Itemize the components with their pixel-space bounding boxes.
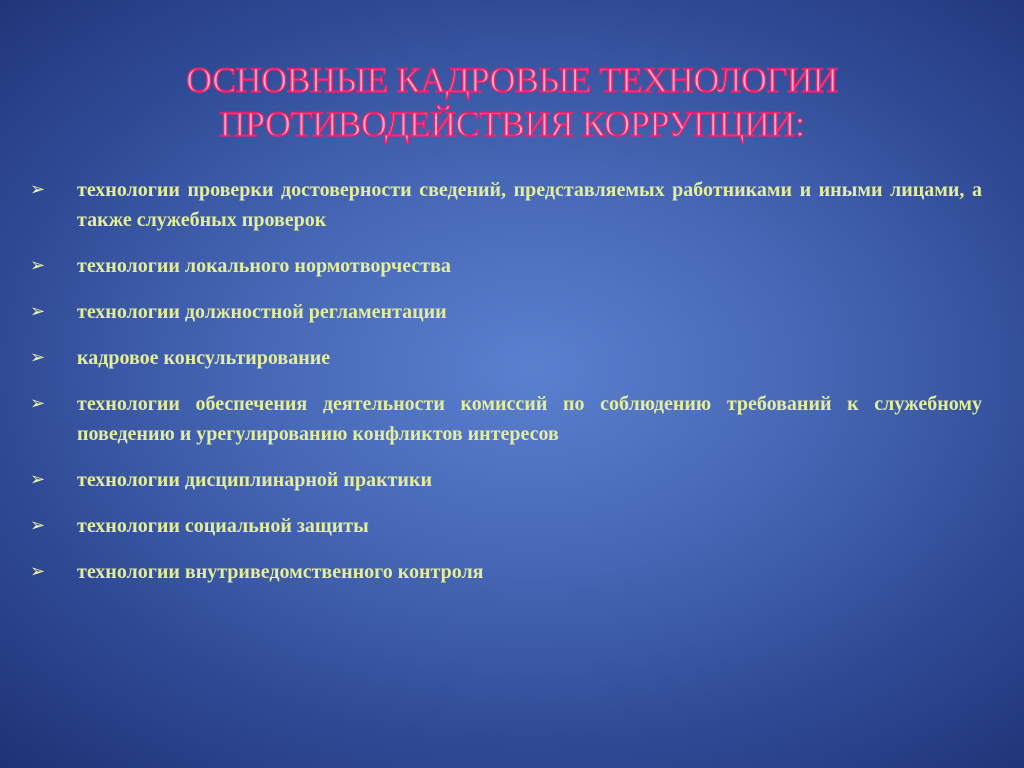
arrow-bullet-icon: ➢ — [30, 179, 46, 200]
bullet-item — [30, 511, 982, 541]
arrow-bullet-icon: ➢ — [30, 469, 46, 490]
arrow-bullet-icon: ➢ — [30, 301, 46, 322]
bullet-text: технологии дисциплинарной практики — [77, 469, 432, 491]
bullet-item — [30, 557, 982, 587]
arrow-bullet-icon: ➢ — [30, 255, 46, 276]
bullet-text: технологии обеспечения деятельности комиссий по соблюдению требований к служебному поведению и урегулированию конфликтов интересов — [77, 393, 982, 445]
arrow-bullet-icon: ➢ — [30, 393, 46, 414]
bullet-item — [30, 465, 982, 495]
bullet-list — [30, 175, 982, 587]
arrow-bullet-icon: ➢ — [30, 347, 46, 368]
arrow-bullet-icon: ➢ — [30, 561, 46, 582]
bullet-item — [30, 297, 982, 327]
bullet-text: технологии должностной регламентации — [77, 301, 447, 323]
title-line-2: ПРОТИВОДЕЙСТВИЯ КОРРУПЦИИ: — [219, 104, 805, 144]
bullet-text: технологии социальной защиты — [77, 515, 369, 537]
bullet-item — [30, 343, 982, 373]
bullet-item — [30, 389, 982, 449]
arrow-bullet-icon: ➢ — [30, 515, 46, 536]
bullet-text: технологии внутриведомственного контроля — [77, 561, 484, 583]
slide-title — [0, 58, 1024, 146]
bullet-item — [30, 175, 982, 235]
bullet-text: технологии проверки достоверности сведений, представляемых работниками и иными лицами, а также служебных проверок — [77, 179, 982, 231]
bullet-text: технологии локального нормотворчества — [77, 255, 451, 277]
bullet-item — [30, 251, 982, 281]
bullet-text: кадровое консультирование — [77, 347, 331, 369]
title-line-1: ОСНОВНЫЕ КАДРОВЫЕ ТЕХНОЛОГИИ — [186, 60, 838, 100]
